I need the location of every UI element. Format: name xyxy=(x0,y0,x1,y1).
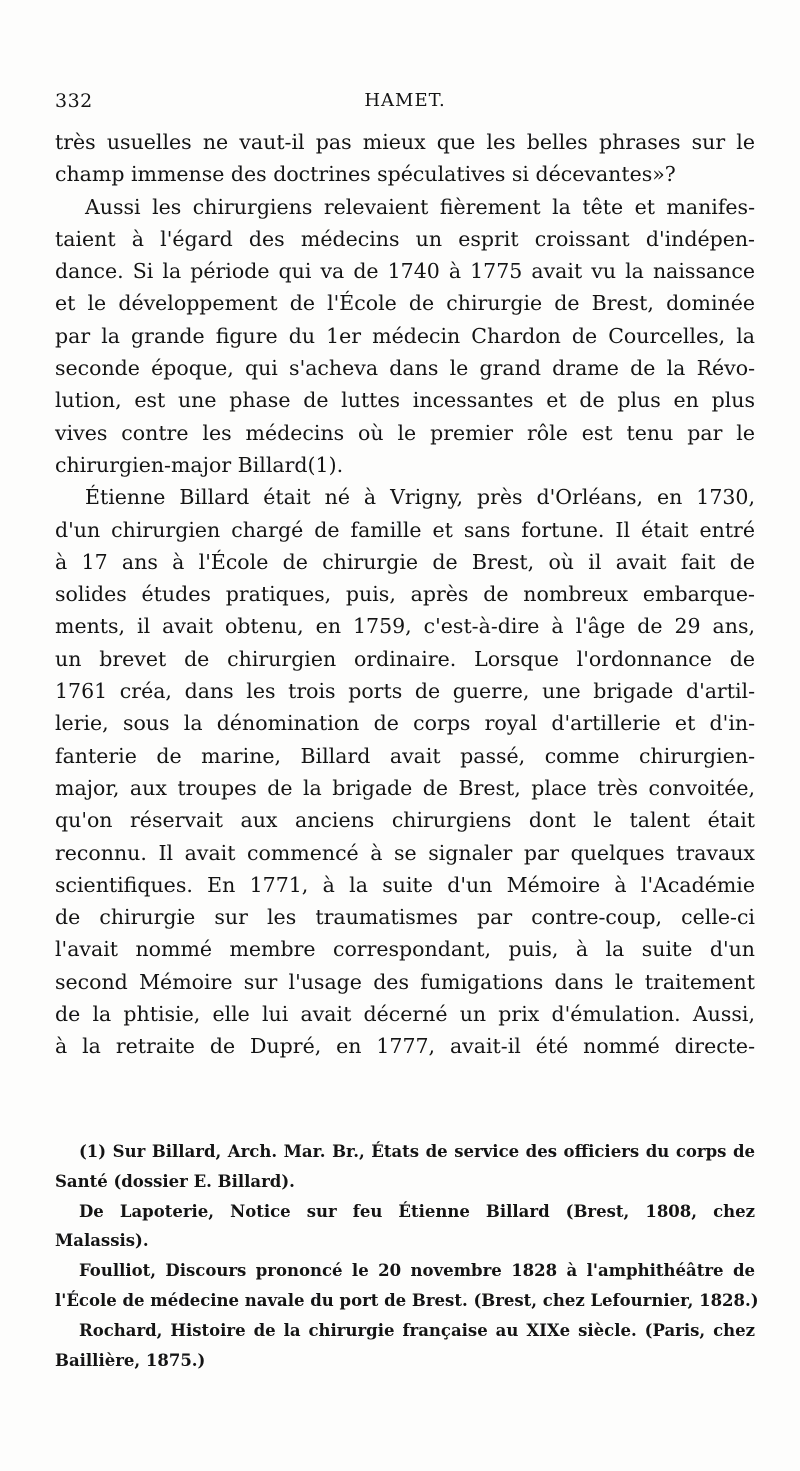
text-line: de la phtisie, elle lui avait décerné un prix d'émulation. Aussi, xyxy=(55,1002,755,1027)
footnote-line: (1) Sur Billard, Arch. Mar. Br., États de service des officiers du corps de xyxy=(79,1142,755,1161)
footnote-line: l'École de médecine navale du port de Brest. (Brest, chez Lefournier, 1828.) xyxy=(55,1290,759,1310)
text-line: fanterie de marine, Billard avait passé, comme chirurgien- xyxy=(55,743,755,768)
text-line: d'un chirurgien chargé de famille et sans fortune. Il était entré xyxy=(55,517,755,542)
text-line: qu'on réservait aux anciens chirurgiens dont le talent était xyxy=(55,808,755,833)
text-line: major, aux troupes de la brigade de Brest, place très convoitée, xyxy=(55,775,755,800)
text-line: lution, est une phase de luttes incessantes et de plus en plus xyxy=(55,388,755,413)
text-line: second Mémoire sur l'usage des fumigations dans le traitement xyxy=(55,969,755,994)
text-line: à la retraite de Dupré, en 1777, avait-il été nommé directe- xyxy=(55,1034,755,1059)
text-line: dance. Si la période qui va de 1740 à 1775 avait vu la naissance xyxy=(55,259,755,284)
footnote-line: Santé (dossier E. Billard). xyxy=(55,1171,295,1191)
text-line: Aussi les chirurgiens relevaient fièrement la tête et manifes- xyxy=(85,194,755,219)
text-line: reconnu. Il avait commencé à se signaler par quelques travaux xyxy=(55,840,755,865)
text-line: seconde époque, qui s'acheva dans le grand drame de la Révo- xyxy=(55,356,755,381)
text-line: scientifiques. En 1771, à la suite d'un Mémoire à l'Académie xyxy=(55,872,755,897)
text-line: lerie, sous la dénomination de corps royal d'artillerie et d'in- xyxy=(55,711,755,736)
text-line: à 17 ans à l'École de chirurgie de Brest, où il avait fait de xyxy=(55,549,755,574)
footnotes xyxy=(55,1137,759,1375)
footnote-line: Foulliot, Discours prononcé le 20 novembre 1828 à l'amphithéâtre de xyxy=(79,1261,755,1281)
text-line: de chirurgie sur les traumatismes par contre-coup, celle-ci xyxy=(55,905,755,930)
page-number: 332 xyxy=(55,90,93,112)
page-header xyxy=(55,90,755,116)
footnote-line: Baillière, 1875.) xyxy=(55,1350,206,1370)
text-line: l'avait nommé membre correspondant, puis, à la suite d'un xyxy=(55,937,755,962)
text-line: vives contre les médecins où le premier rôle est tenu par le xyxy=(55,420,755,445)
footnote-line: De Lapoterie, Notice sur feu Étienne Billard (Brest, 1808, chez xyxy=(79,1201,755,1221)
text-line: solides études pratiques, puis, après de nombreux embarque- xyxy=(55,582,755,607)
text-line: ments, il avait obtenu, en 1759, c'est-à-dire à l'âge de 29 ans, xyxy=(55,614,755,639)
text-line: 1761 créa, dans les trois ports de guerre, une brigade d'artil- xyxy=(55,679,755,704)
text-line: chirurgien-major Billard(1). xyxy=(55,452,344,477)
footnote-line: Rochard, Histoire de la chirurgie française au XIXe siècle. (Paris, chez xyxy=(79,1320,755,1340)
text-line: et le développement de l'École de chirurgie de Brest, dominée xyxy=(55,291,755,316)
text-line: champ immense des doctrines spéculatives si décevantes»? xyxy=(55,162,676,187)
text-line: par la grande figure du 1er médecin Chardon de Courcelles, la xyxy=(55,323,755,348)
text-line: Étienne Billard était né à Vrigny, près d'Orléans, en 1730, xyxy=(85,485,755,510)
footnote-line: Malassis). xyxy=(55,1231,149,1251)
text-line: taient à l'égard des médecins un esprit croissant d'indépen- xyxy=(55,226,755,251)
body-text xyxy=(55,126,755,1063)
text-line: très usuelles ne vaut-il pas mieux que les belles phrases sur le xyxy=(55,130,755,154)
text-line: un brevet de chirurgien ordinaire. Lorsque l'ordonnance de xyxy=(55,646,755,671)
running-title: HAMET. xyxy=(364,90,446,111)
